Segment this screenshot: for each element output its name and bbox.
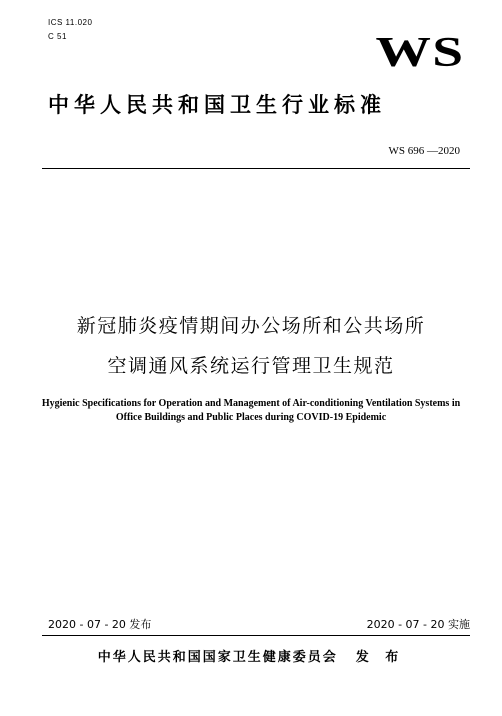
english-title [0, 397, 502, 425]
ws-logo: WS [375, 30, 464, 76]
chinese-title-line-2: 空调通风系统运行管理卫生规范 [107, 355, 395, 377]
implementation-date: 2020 - 07 - 20 实施 [366, 618, 470, 631]
footer-divider [42, 635, 470, 636]
issuer-row [0, 648, 502, 668]
ccs-code: C 51 [48, 32, 67, 41]
header-divider [42, 168, 470, 169]
ics-code: ICS 11.020 [48, 18, 93, 27]
issuing-authority: 中华人民共和国国家卫生健康委员会 [97, 650, 338, 665]
chinese-title [0, 306, 502, 386]
chinese-title-line-1: 新冠肺炎疫情期间办公场所和公共场所 [76, 315, 426, 337]
issue-date: 2020 - 07 - 20 发布 [48, 618, 152, 631]
publish-label: 发 布 [355, 650, 405, 665]
standard-number: WS 696 —2020 [388, 145, 460, 157]
english-title-line-1: Hygienic Specifications for Operation and Management of Air-conditioning Ventilation Systems in [41, 398, 461, 409]
standard-body-title: 中华人民共和国卫生行业标准 [48, 93, 386, 117]
english-title-line-2: Office Buildings and Public Places during COVID-19 Epidemic [115, 412, 387, 423]
classification-codes [48, 16, 92, 44]
